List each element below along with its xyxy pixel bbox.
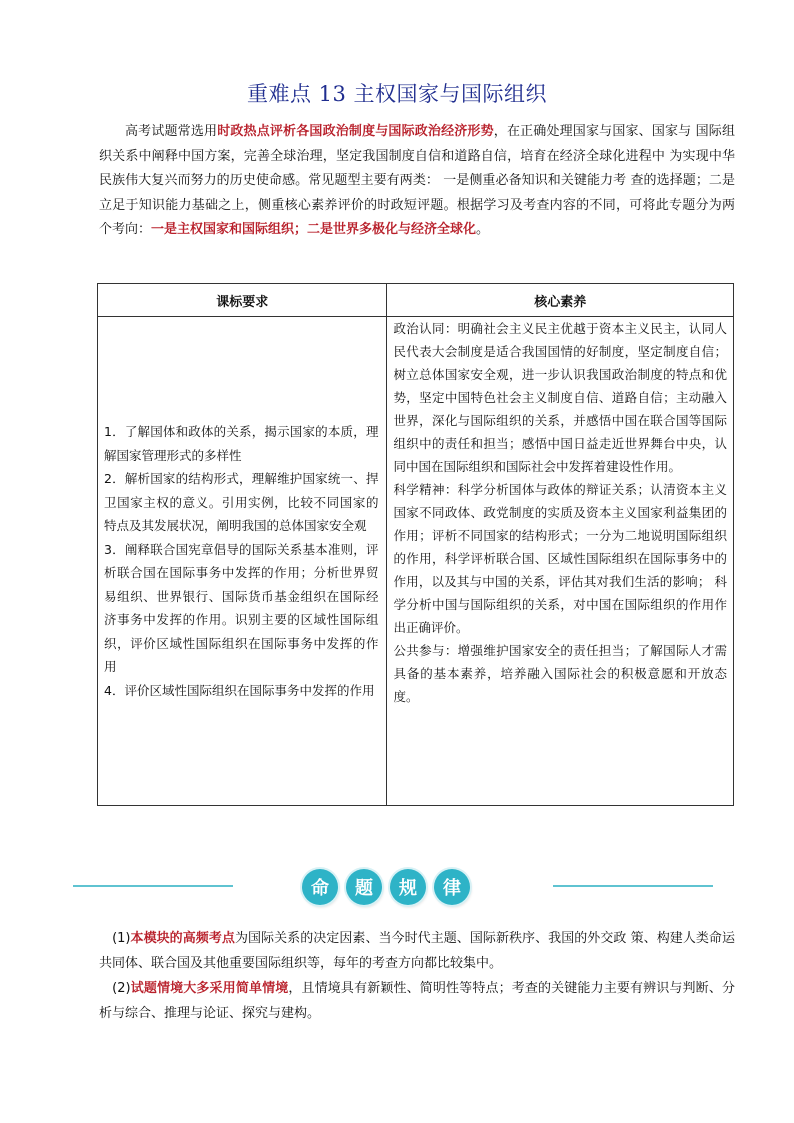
intro-highlight-2: 一是主权国家和国际组织；二是世界多极化与经济全球化 <box>151 222 477 237</box>
rule-highlight: 试题情境大多采用简单情境 <box>130 981 289 996</box>
intro-text-2: ，在正确处理国家与国家、国家与 国际组织关系中阐释中国方案，完善全球治理，坚定我国制度自信和道路自信，培育在经济全球化进程中 为实现中华民族伟大复兴而努力的历史使命感。常见题型主要有两类： 一是侧重必备知识和关键能力考 查的选择题；二是立足于知识能力基础之上，侧重核心素养评价的时政短评题。根据学习及考查内容的不同，可将此专题分为两个考向： <box>99 124 735 237</box>
requirement-item: 1．了解国体和政体的关系，揭示国家的本质，理解国家管理形式的多样性 <box>104 424 379 463</box>
table-row <box>98 317 734 806</box>
intro-text-1: 高考试题常选用 <box>125 124 218 139</box>
rule-item <box>99 976 735 1026</box>
curriculum-table <box>97 283 734 806</box>
requirement-item: 3．阐释联合国宪章倡导的国际关系基本准则，评析联合国在国际事务中发挥的作用；分析世界贸易组织、世界银行、国际货币基金组织在国际经济事务中发挥的作用。识别主要的区域性国际组织，评价区域性国际组织在国际事务中发挥的作用 <box>104 541 379 674</box>
section-divider <box>70 878 724 924</box>
page-title: 重难点 13 主权国家与国际组织 <box>246 82 548 106</box>
table-header-row <box>98 284 734 317</box>
literacy-public-participation: 公共参与：增强维护国家安全的责任担当；了解国际人才需具备的基本素养，培养融入国际社会的积极意愿和开放态度。 <box>393 643 727 704</box>
badge-char: 规 <box>390 869 426 905</box>
header-core-literacy: 核心素养 <box>387 284 734 317</box>
rule-prefix: (2) <box>112 981 131 996</box>
literacy-political-identity: 政治认同：明确社会主义民主优越于资本主义民主，认同人民代表大会制度是适合我国国情的好制度，坚定制度自信；树立总体国家安全观，进一步认识我国政治制度的特点和优势，坚定中国特色社会主义制度自信、道路自信；主动融入世界，深化与国际组织的关系，并感悟中国在联合国等国际组织中的责任和担当；感悟中国日益走近世界舞台中央，认同中国在国际组织和国际社会中发挥着建设性作用。 <box>393 321 727 474</box>
requirement-item: 2．解析国家的结构形式，理解维护国家统一、捍卫国家主权的意义。引用实例，比较不同国家的特点及其发展状况，阐明我国的总体国家安全观 <box>104 471 379 533</box>
literacy-cell <box>387 317 734 806</box>
rule-item <box>99 926 735 976</box>
header-requirements: 课标要求 <box>98 284 387 317</box>
rule-text: 为国际关系的决定因素、当今时代主题、国际新秩序、我国的外交政 策、构建人类命运共同体、联合国及其他重要国际组织等，每年的考查方向都比较集中。 <box>99 931 735 971</box>
literacy-scientific-spirit: 科学精神：科学分析国体与政体的辩证关系；认清资本主义国家不同政体、政党制度的实质及资本主义国家利益集团的作用；评析不同国家的结构形式；一分为二地说明国际组织的作用，科学评析联合国、区域性国际组织在国际事务中的作用，以及其与中国的关系，评估其对我们生活的影响； 科学分析中国与国际组织的关系，对中国在国际组织的作用作出正确评价。 <box>393 482 727 635</box>
section-heading-badges <box>302 869 470 905</box>
badge-char: 命 <box>302 869 338 905</box>
rule-highlight: 本模块的高频考点 <box>130 931 235 946</box>
rules-section <box>99 926 735 1026</box>
rule-text: ，且情境具有新颖性、简明性等特点；考查的关键能力主要有辨识与判断、分析与综合、推理与论证、探究与建构。 <box>99 981 735 1021</box>
intro-paragraph <box>99 120 735 243</box>
intro-text-3: 。 <box>476 222 490 237</box>
divider-line-left <box>73 885 233 887</box>
intro-highlight-1: 时政热点评析各国政治制度与国际政治经济形势 <box>217 124 494 139</box>
badge-char: 律 <box>434 869 470 905</box>
requirement-item: 4．评价区域性国际组织在国际事务中发挥的作用 <box>104 682 375 698</box>
rule-prefix: (1) <box>112 931 131 946</box>
requirements-cell <box>98 317 387 806</box>
badge-char: 题 <box>346 869 382 905</box>
divider-line-right <box>553 885 713 887</box>
